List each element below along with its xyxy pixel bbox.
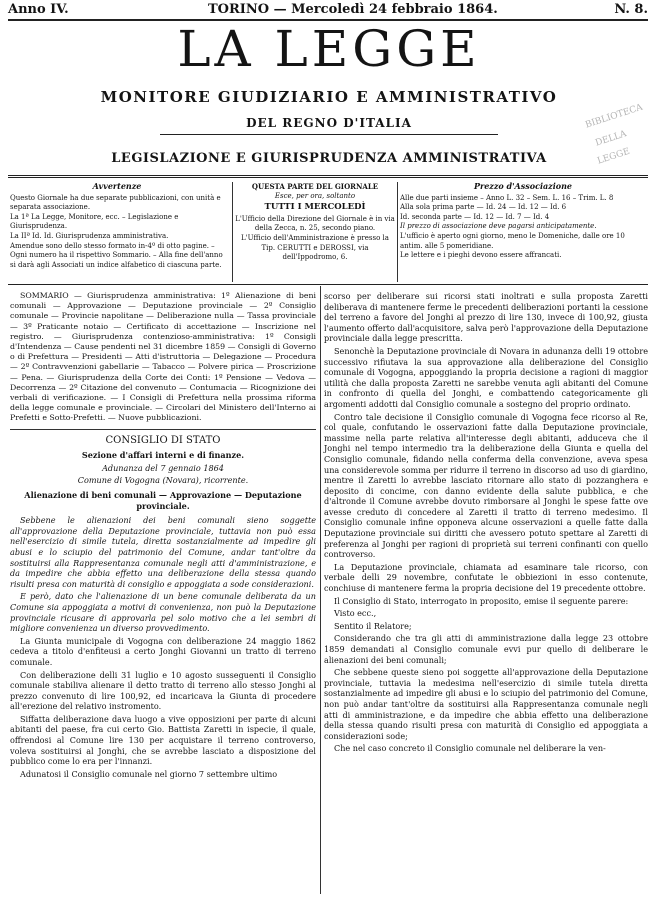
- newspaper-title: LA LEGGE: [177, 20, 481, 78]
- avvertenze-box: [10, 182, 224, 282]
- stamp-line-1: BIBLIOTECA: [584, 102, 644, 131]
- prezzo-note: Le lettere e i pieghi devono essere affrancati.: [400, 251, 562, 260]
- article-parties: Comune di Vogogna (Novara), ricorrente.: [77, 475, 249, 486]
- stamp-line-2: DELLA: [594, 129, 628, 149]
- article-paragraph: Sentito il Relatore;: [334, 620, 412, 631]
- publication-box: [232, 182, 398, 282]
- avvertenze-line: Questo Giornale ha due separate pubblicazioni, con unità e separata associazione.: [10, 193, 221, 212]
- article-paragraph: Il Consiglio di Stato, interrogato in proposito, emise il seguente parere:: [334, 595, 629, 606]
- article-paragraph: Senonchè la Deputazione provinciale di Novara in adunanza delli 19 ottobre successivo rifiutava la sua approvazione alla deliberazione del Consiglio comunale di Vogogna, appoggiando la propria decisione a ragioni di maggior utilità che dalla proposta Zaretti ne sarebbe venuta agli abitanti del Comune in confronto di quella del Jonghi, e combattendo categoricamente gli argomenti addotti dal Consiglio comunale a sostegno del proprio ordinato.: [324, 345, 648, 409]
- header-box-top-rule: [8, 175, 648, 176]
- publication-line: Esce, per ora, soltanto: [274, 191, 356, 200]
- issue-number: N. 8.: [614, 2, 648, 17]
- header-box-top-rule-2: [8, 177, 648, 178]
- article-paragraph: Che sebbene queste sieno poi soggette all'approvazione della Deputazione provinciale, tuttavia la medesima nell'esercizio di simile tutela diretta sostanzialmente ad impedire gli abusi e lo sciupio del patrimonio del Comune, non può andar tant'oltre da sostituirsi alla Rappresentanza comunale negli atti di amministrazione, e da impedire che abbia effetto una deliberazione della stessa quando risulti presa con maturità di Consiglio ed appoggiata a considerazioni sode;: [324, 667, 648, 741]
- article-paragraph: La Deputazione provinciale, chiamata ad esaminare tale ricorso, con verbale delli 29 novembre, confutate le obbiezioni in esso contenute, conchiuse di mantenere ferma la propria decisione del 19 precedente ottobre.: [324, 561, 648, 594]
- prezzo-heading: Prezzo d'Associazione: [473, 181, 573, 191]
- avvertenze-line: Amendue sono dello stesso formato in-4º di otto pagine. – Ogni numero ha il rispettivo Sommario. – Alla fine dell'anno si darà agli Associati un indice alfabetico di ciascuna parte.: [10, 241, 223, 269]
- stamp-line-3: LEGGE: [596, 146, 632, 167]
- column-divider: [320, 286, 321, 894]
- sommario-rule: [10, 429, 316, 430]
- avvertenze-heading: Avvertenze: [92, 181, 142, 191]
- header-box-bottom-rule: [8, 284, 648, 285]
- avvertenze-line: La IIª Id. Id. Giurisprudenza amministrativa.: [10, 231, 169, 240]
- publication-day: TUTTI I MERCOLEDÌ: [264, 202, 366, 213]
- dateline: [8, 2, 648, 18]
- article-paragraph: Con deliberazione delli 31 luglio e 10 agosto susseguenti il Consiglio comunale stabiliva alienare il detto tratto di terreno allo stesso Jonghi al prezzo convenuto di lire 100,92, ed incaricava la Giunta di procedere all'erezione del relativo instromento.: [10, 669, 316, 712]
- section-title: LEGISLAZIONE E GIURISPRUDENZA AMMINISTRATIVA: [111, 151, 547, 166]
- article-paragraph: Siffatta deliberazione dava luogo a vive opposizioni per parte di alcuni abitanti del paese, fra cui certo Gio. Battista Zaretti in ispecie, il quale, offrendosi al Comune lire 130 per acquistare il terreno controverso, voleva sostituirsi al Jonghi, che se avrebbe lasciato a disposizione del pubblico come lo era per l'innanzi.: [10, 713, 316, 767]
- sommario: SOMMARIO — Giurisprudenza amministrativa: 1º Alienazione di beni comunali — Approvazione — Deputazione provinciale — 2º Consiglio comunale — Provincie napolitane — Deliberazione nulla — Tassa provinciale — 3º Praticante notaio — Certificato di accettazione — Inscrizione nel registro. — Giurisprudenza contenzioso-amministrativa: 1º Consigli d'Intendenza — Cause pendenti nel 31 dicembre 1859 — Consigli di Governo o di Prefettura — Presidenti — Atti d'istruttoria — Delegazione — Procedura — 2º Contravvenzioni gabellarie — Tabacco — Polvere pirica — Proscrizione — Pena. — Giurisprudenza della Corte dei Conti: 1º Pensione — Vedova — Decorrenza — 2º Citazione del convenuto — Contumacia — Ricognizione dei verbali di verificazione. — I Consigli di Prefettura nella prossima riforma della legge comunale e provinciale. — Circolari del Ministero dell'Interno ai Prefetti e Sotto-Prefetti. — Nuove pubblicazioni.: [10, 291, 316, 423]
- publication-line: L'Ufficio della Direzione del Giornale è in via della Zecca, n. 25, secondo piano.: [235, 214, 395, 233]
- prezzo-note: L'ufficio è aperto ogni giorno, meno le Domeniche, dalle ore 10 antim. alle 5 pomeridiane.: [400, 231, 625, 250]
- article-heading: CONSIGLIO DI STATO: [105, 434, 221, 446]
- article-paragraph: scorso per deliberare sui ricorsi stati inoltrati e sulla proposta Zaretti deliberava di mantenere ferme le precedenti deliberazioni portanti la cessione del terreno a favore del Jonghi al prezzo di lire 130, invece di 100,92, giusta l'aumento offerto dall'acquisitore, salva però l'approvazione della Deputazione provinciale dalla legge prescritta.: [324, 291, 648, 344]
- date-label: TORINO — Mercoledì 24 febbraio 1864.: [208, 2, 498, 17]
- article-paragraph: Considerando che tra gli atti di amministrazione dalla legge 23 ottobre 1859 demandati al Consiglio comunale evvi pur quello di deliberare le alienazioni dei beni comunali;: [324, 633, 648, 665]
- publication-line: L'Ufficio dell'Amministrazione è presso la Tip. CERUTTI e DEROSSI, via dell'Ippodromo, 6.: [241, 233, 389, 262]
- article-paragraph: La Giunta municipale di Vogogna con deliberazione 24 maggio 1862 cedeva a titolo d'enfiteusi a certo Jonghi Giovanni un tratto di terreno comunale.: [10, 635, 316, 667]
- massima-1: Sebbene le alienazioni dei beni comunali sieno soggette all'approvazione della Deputazione provinciale, tuttavia non può essa nell'esercizio di simile tutela, diretta sostanzialmente ad impedire gli abusi e lo sciupio del patrimonio del Comune, andar tant'oltre da sostituirsi alla Rappresentanza comunale negli atti d'amministrazione, e da impedire che abbia effetto una deliberazione della stessa quando risulti presa con maturità di consiglio e appoggiata a sode considerazioni.: [10, 515, 316, 589]
- prezzo-row: Alla sola prima parte — Id. 24 — Id. 12 — Id. 6: [400, 203, 567, 212]
- massima-2: E però, dato che l'alienazione di un bene comunale deliberata da un Comune sia appoggiata a motivi di convenienza, non può la Deputazione provinciale ricusare di approvarla pel solo motivo che a lei sembri di migliore convenienza un diverso provvedimento.: [10, 591, 316, 634]
- left-column: [10, 291, 316, 781]
- avvertenze-line: La 1ª La Legge, Monitore, ecc. – Legislazione e Giurisprudenza.: [10, 212, 179, 231]
- publication-line: QUESTA PARTE DEL GIORNALE: [251, 182, 379, 191]
- year-label: Anno IV.: [8, 2, 69, 17]
- library-stamp: [584, 102, 646, 167]
- prezzo-row: Alle due parti insieme – Anno L. 32 – Sem. L. 16 – Trim. L. 8: [400, 193, 614, 202]
- short-rule: [160, 134, 498, 135]
- right-column: [324, 291, 648, 756]
- article-paragraph: Adunatosi il Consiglio comunale nel giorno 7 settembre ultimo: [20, 768, 278, 779]
- article-paragraph: Visto ecc.,: [334, 608, 377, 619]
- prezzo-row: Id. seconda parte — Id. 12 — Id. 7 — Id. 4: [400, 212, 550, 221]
- article-topic: Alienazione di beni comunali — Approvazione — Deputazione provinciale.: [24, 490, 302, 511]
- article-paragraph: Contro tale decisione il Consiglio comunale di Vogogna fece ricorso al Re, col quale, confutando le osservazioni fatte dalla Deputazione provinciale, massime nella parte relativa all'interesse degli abitanti, adduceva che il Jonghi nel tempo intermedio tra la deliberazione della Giunta e quella del Consiglio comunale, fidando nella conferma della convenzione, aveva spesa una considerevole somma per ridurre il terreno in discorso ad uso di giardino, mentre il Zaretti lo avrebbe lasciato ritornare allo stato di pozzanghera e deposito di concime, con danno evidente della salute pubblica, e che d'altronde il Comune avrebbe dovuto rimborsare al Jonghi le spese fatte ove avesse creduto di concedere al Zaretti il tratto di terreno medesimo. Il Consiglio comunale infine opponeva alcune osservazioni a quelle fatte dalla Deputazione provinciale sui diritti che avessero potuto spettare al Zaretti di preferenza al Jonghi per ragioni di proprietà sui terreni confinanti con quello controverso.: [324, 411, 648, 560]
- kingdom-line: DEL REGNO D'ITALIA: [246, 116, 412, 130]
- newspaper-subtitle: MONITORE GIUDIZIARIO E AMMINISTRATIVO: [100, 88, 558, 106]
- article-section: Sezione d'affari interni e di finanze.: [81, 450, 245, 461]
- prezzo-note: Il prezzo di associazione deve pagarsi anticipatamente.: [400, 222, 597, 231]
- prezzo-box: [400, 182, 646, 282]
- article-paragraph: Che nel caso concreto il Consiglio comunale nel deliberare la ven-: [334, 743, 606, 754]
- article-date: Adunanza del 7 gennaio 1864: [102, 462, 224, 473]
